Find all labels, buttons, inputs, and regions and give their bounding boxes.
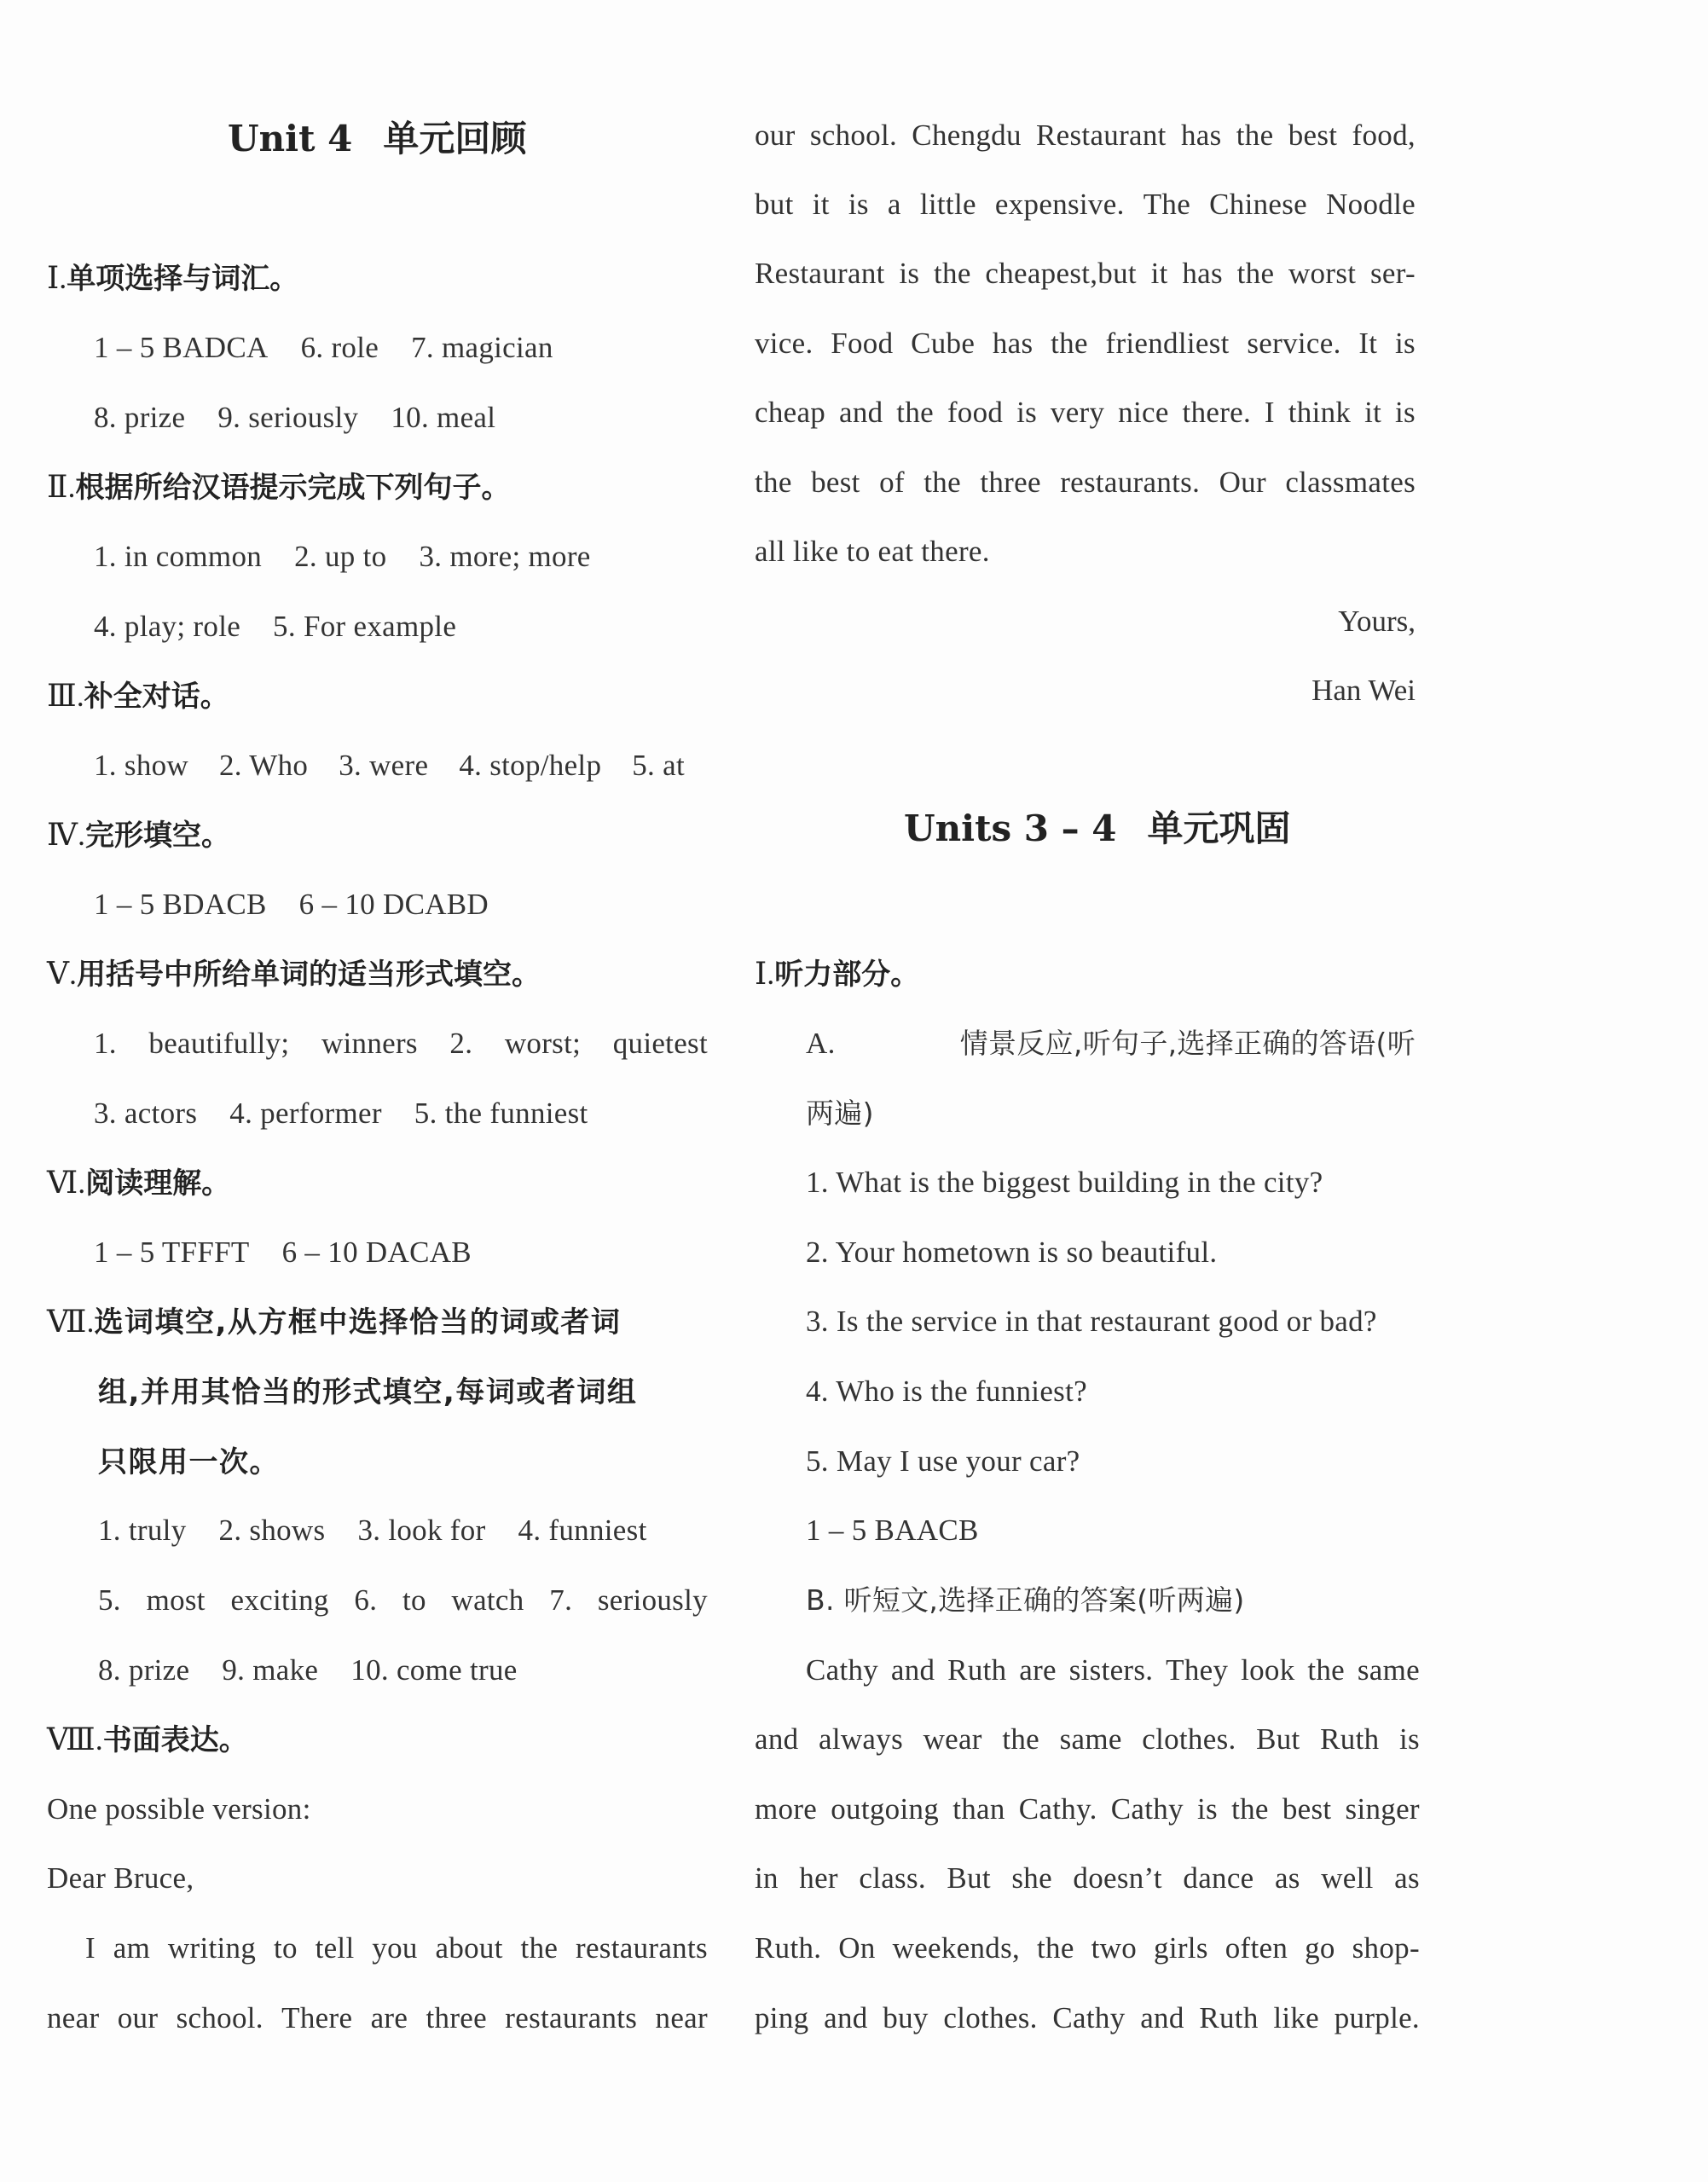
answer-row (94, 886, 489, 923)
answer-row (98, 1582, 708, 1619)
answer-item: 8. prize (94, 401, 186, 434)
word: and (824, 2001, 868, 2034)
word: school. (176, 2001, 263, 2034)
word: Ruth (1199, 2001, 1259, 2034)
word: dance (1183, 1861, 1254, 1895)
version-label (47, 1791, 311, 1828)
answer-item: winners (321, 1027, 418, 1060)
word: always (819, 1722, 903, 1756)
unit4-review-title (228, 117, 526, 161)
word: Chengdu (912, 119, 1022, 152)
word: vice. (755, 327, 813, 360)
section-number: Ⅲ. (47, 679, 84, 713)
word: Cathy. (1018, 1792, 1097, 1826)
question-1 (806, 1164, 1323, 1201)
word: are (370, 2001, 408, 2034)
word: near (47, 2001, 100, 2034)
word: Restaurant (755, 257, 885, 290)
letter-text: all like to eat there. (755, 535, 990, 568)
word: cheapest,but (985, 257, 1137, 290)
word: Restaurant (1036, 119, 1167, 152)
question-text: 3. Is the service in that restaurant good or bad? (806, 1305, 1377, 1338)
word: classmates (1285, 466, 1416, 499)
word: class. (859, 1861, 926, 1895)
question-3 (806, 1303, 1377, 1340)
answer-item: watch (451, 1583, 524, 1617)
body-line (47, 2000, 708, 2037)
word: as (1274, 1861, 1300, 1895)
word: the (1051, 327, 1088, 360)
question-4 (806, 1373, 1087, 1410)
part-instruction: 两遍) (806, 1097, 874, 1130)
answer-item: 1. in common (94, 540, 263, 573)
word: restaurants. (1060, 466, 1201, 499)
answer-item: 1 – 5 BADCA (94, 331, 269, 364)
word: has (992, 327, 1033, 360)
answer-item: 2. Who (219, 749, 309, 782)
word: the (1037, 1931, 1074, 1965)
word: Cathy (806, 1653, 879, 1687)
word: Our (1219, 466, 1266, 499)
word: clothes. (1142, 1722, 1236, 1756)
word: and (890, 1653, 935, 1687)
section-title: 单项选择与词汇。 (67, 262, 299, 296)
word: clothes. (943, 2001, 1038, 2034)
word: Noodle (1326, 188, 1416, 221)
section-number: Ⅰ. (755, 957, 775, 991)
answer-item: 6. role (300, 331, 379, 364)
word: go (1305, 1931, 1335, 1965)
word: restaurants (576, 1931, 708, 1965)
answer-item: seriously (597, 1583, 708, 1617)
passage-line (755, 1791, 1420, 1828)
answer-item: 5. at (632, 749, 686, 782)
word: is (1197, 1792, 1218, 1826)
word: like (1273, 2001, 1320, 2034)
section-title: 阅读理解。 (85, 1166, 231, 1201)
section-4-heading (47, 816, 230, 854)
section-8-heading (47, 1721, 248, 1759)
letter-line (755, 186, 1416, 223)
answer-item: 7. magician (411, 331, 553, 364)
word: has (1182, 257, 1223, 290)
word: are (1019, 1653, 1057, 1687)
word: but (755, 188, 794, 221)
word: look (1241, 1653, 1295, 1687)
word: very (1050, 396, 1105, 429)
word: often (1225, 1931, 1288, 1965)
word: worst (1288, 257, 1357, 290)
letter-closing (1338, 603, 1416, 640)
letter-line (755, 117, 1416, 154)
answer-item: 4. performer (229, 1097, 382, 1130)
word: ser- (1369, 257, 1416, 290)
word: our (117, 2001, 159, 2034)
word: buy (883, 2001, 929, 2034)
word: has (1180, 119, 1222, 152)
word: restaurants (505, 2001, 638, 2034)
section-number: Ⅳ. (47, 818, 85, 852)
section-2-heading (47, 468, 510, 506)
word: wear (923, 1722, 982, 1756)
word: the (1236, 119, 1274, 152)
answer-row (94, 538, 591, 576)
title-unit: Unit 4 (228, 118, 353, 159)
section-title: 组,并用其恰当的形式填空,每词或者词组 (98, 1375, 638, 1409)
answer-item: 6 – 10 DCABD (298, 888, 489, 921)
word: On (838, 1931, 876, 1965)
word: she (1011, 1861, 1052, 1895)
word: about (435, 1931, 503, 1965)
answer-item: worst; (504, 1027, 582, 1060)
word: Cathy (1110, 1792, 1184, 1826)
listening-section-heading (755, 955, 919, 993)
word: shop- (1352, 1931, 1420, 1965)
word: there. (1182, 396, 1252, 429)
section-7-heading (47, 1303, 621, 1341)
answer-row (94, 329, 553, 367)
word: the (896, 396, 934, 429)
question-2 (806, 1234, 1217, 1271)
question-text: 4. Who is the funniest? (806, 1375, 1087, 1408)
body-line (85, 1930, 708, 1967)
word: is (1395, 396, 1416, 429)
answer-row (98, 1652, 518, 1689)
section-number: Ⅷ. (47, 1722, 103, 1757)
word: ping (755, 2001, 809, 2034)
section-title: 完形填空。 (84, 819, 230, 853)
answer-row (94, 1025, 708, 1062)
answer-row (94, 399, 495, 437)
letter-line (755, 464, 1416, 501)
word: three (426, 2001, 487, 2034)
section-title: 只限用一次。 (98, 1445, 280, 1479)
word: same (1059, 1722, 1122, 1756)
answer-item: 6 – 10 DACAB (281, 1236, 472, 1269)
answer-item: 3. look for (357, 1514, 486, 1547)
answer-item: 1. truly (98, 1514, 187, 1547)
answer-item: 4. funniest (518, 1514, 647, 1547)
word: our (755, 119, 796, 152)
word: her (799, 1861, 838, 1895)
units-3-4-consolidation-title (904, 807, 1291, 851)
word: The (1143, 188, 1191, 221)
answer-item: most (146, 1583, 206, 1617)
word: tell (315, 1931, 355, 1965)
word: is (848, 188, 869, 221)
word: than (952, 1792, 1005, 1826)
word: Cube (911, 327, 976, 360)
word: and (1140, 2001, 1184, 2034)
section-title: 用括号中所给单词的适当形式填空。 (77, 958, 541, 992)
word: sisters. (1068, 1653, 1154, 1687)
word: Chinese (1209, 188, 1307, 221)
word: the (923, 466, 961, 499)
salutation-text: Dear Bruce, (47, 1861, 194, 1895)
answer-item: 2. up to (294, 540, 387, 573)
section-7-heading-line2 (98, 1373, 637, 1411)
section-title: 根据所给汉语提示完成下列句子。 (75, 471, 511, 505)
word: They (1166, 1653, 1229, 1687)
title-cn: 单元巩固 (1147, 807, 1291, 849)
answer-item: 8. prize (98, 1653, 190, 1687)
word: the (1002, 1722, 1039, 1756)
section-6-heading (47, 1164, 230, 1202)
answer-item: 1 – 5 BDACB (94, 888, 267, 921)
section-7-heading-line3 (98, 1443, 280, 1481)
letter-signature (1311, 672, 1416, 709)
word: the (520, 1931, 559, 1965)
word: I (85, 1931, 96, 1965)
part-a-line2 (806, 1095, 874, 1132)
word: the (1231, 1792, 1269, 1826)
word: three (980, 466, 1041, 499)
word: singer (1345, 1792, 1420, 1826)
word: expensive. (994, 188, 1125, 221)
word: nice (1118, 396, 1169, 429)
part-instruction: 情景反应,听句子,选择正确的答语(听 (959, 1027, 1416, 1060)
passage-line (806, 1652, 1420, 1689)
word: is (1399, 1722, 1420, 1756)
answer-item: 5. For example (273, 610, 457, 643)
word: It (1358, 327, 1378, 360)
section-title: 书面表达。 (102, 1723, 248, 1757)
answer-item: 1 – 5 TFFFT (94, 1236, 250, 1269)
word: as (1394, 1861, 1420, 1895)
word: the (1307, 1653, 1346, 1687)
word: it (812, 188, 830, 221)
word: Food (831, 327, 894, 360)
answer-item: 5. the funniest (414, 1097, 588, 1130)
word: the (1236, 257, 1275, 290)
word: well (1321, 1861, 1374, 1895)
section-5-heading (47, 955, 541, 993)
passage-line (755, 2000, 1420, 2037)
word: food, (1352, 119, 1416, 152)
answer-item: 4. stop/help (459, 749, 602, 782)
answer-row (94, 608, 456, 645)
word: girls (1154, 1931, 1208, 1965)
answer-item: 1. (94, 1027, 117, 1060)
question-5 (806, 1443, 1080, 1480)
answer-item: 3. actors (94, 1097, 198, 1130)
word: to (273, 1931, 298, 1965)
answer-row (806, 1512, 979, 1549)
word: near (655, 2001, 708, 2034)
letter-line (755, 255, 1416, 292)
word: the (934, 257, 971, 290)
word: more (755, 1792, 818, 1826)
answer-item: exciting (230, 1583, 329, 1617)
answer-row (94, 1234, 472, 1271)
answer-item: 3. were (339, 749, 429, 782)
word: But (1256, 1722, 1300, 1756)
closing-text: Yours, (1338, 605, 1416, 638)
word: you (372, 1931, 418, 1965)
word: food (947, 396, 1004, 429)
word: purple. (1334, 2001, 1420, 2034)
answer-row (94, 747, 685, 784)
word: writing (167, 1931, 257, 1965)
word: best (1288, 119, 1338, 152)
word: Cathy (1052, 2001, 1126, 2034)
word: is (899, 257, 920, 290)
passage-line (755, 1930, 1420, 1967)
section-title: 补全对话。 (84, 680, 229, 714)
section-title: 选词填空,从方框中选择恰当的词或者词 (94, 1305, 622, 1340)
word: best (1282, 1792, 1332, 1826)
section-number: Ⅰ. (47, 261, 67, 295)
word: I (1264, 396, 1275, 429)
section-number: Ⅴ. (47, 957, 77, 991)
word: best (811, 466, 860, 499)
word: am (113, 1931, 151, 1965)
word: in (755, 1861, 779, 1895)
part-b-line (806, 1582, 1245, 1619)
answer-row (94, 1095, 588, 1132)
answer-item: 1 – 5 BAACB (806, 1514, 979, 1547)
word: is (1016, 396, 1038, 429)
word: little (919, 188, 976, 221)
question-text: 1. What is the biggest building in the city? (806, 1166, 1323, 1199)
question-text: 2. Your hometown is so beautiful. (806, 1236, 1218, 1269)
word: it (1150, 257, 1168, 290)
answer-item: 9. make (222, 1653, 319, 1687)
word: friendliest (1105, 327, 1230, 360)
answer-item: 3. more; more (419, 540, 591, 573)
answer-item: 7. (549, 1583, 573, 1617)
section-3-heading (47, 677, 229, 715)
word: same (1357, 1653, 1420, 1687)
answer-item: beautifully; (148, 1027, 290, 1060)
word: the (755, 466, 792, 499)
section-number: Ⅵ. (47, 1166, 86, 1200)
word: cheap (755, 396, 826, 429)
answer-item: 10. meal (391, 401, 496, 434)
part-instruction: B. 听短文,选择正确的答案(听两遍) (806, 1583, 1245, 1617)
part-label: A. (806, 1027, 836, 1060)
answer-row (98, 1512, 647, 1549)
passage-line (755, 1860, 1420, 1897)
title-unit: Units 3 – 4 (904, 807, 1117, 849)
answer-item: 6. (354, 1583, 378, 1617)
word: it (1364, 396, 1382, 429)
word: and (755, 1722, 799, 1756)
word: outgoing (831, 1792, 940, 1826)
word: and (838, 396, 883, 429)
section-1-heading (47, 259, 298, 298)
answer-item: 2. shows (218, 1514, 326, 1547)
word: But (947, 1861, 991, 1895)
passage-line (755, 1721, 1420, 1758)
answer-item: 10. come true (350, 1653, 518, 1687)
word: is (1395, 327, 1416, 360)
answer-item: 9. seriously (217, 401, 359, 434)
letter-line (755, 533, 990, 570)
letter-line (755, 325, 1416, 362)
section-number: Ⅶ. (47, 1305, 95, 1339)
section-title: 听力部分。 (774, 958, 920, 992)
part-a-line (806, 1025, 1416, 1062)
answer-item: 1. show (94, 749, 188, 782)
answer-item: 4. play; role (94, 610, 241, 643)
word: two (1091, 1931, 1138, 1965)
salutation (47, 1860, 194, 1897)
answer-item: 2. (449, 1027, 473, 1060)
word: service. (1247, 327, 1341, 360)
answer-item: to (402, 1583, 426, 1617)
signature-text: Han Wei (1311, 674, 1416, 707)
word: Ruth (1320, 1722, 1380, 1756)
word: weekends, (892, 1931, 1021, 1965)
word: There (281, 2001, 353, 2034)
word: school. (809, 119, 898, 152)
title-cn: 单元回顾 (383, 118, 527, 159)
version-text: One possible version: (47, 1792, 311, 1826)
letter-line (755, 394, 1416, 431)
word: doesn’t (1073, 1861, 1162, 1895)
question-text: 5. May I use your car? (806, 1444, 1080, 1478)
word: Ruth. (755, 1931, 822, 1965)
answer-item: 5. (98, 1583, 121, 1617)
answer-item: quietest (612, 1027, 708, 1060)
section-number: Ⅱ. (47, 470, 76, 504)
word: Ruth (947, 1653, 1007, 1687)
word: a (887, 188, 901, 221)
word: think (1288, 396, 1352, 429)
word: of (879, 466, 905, 499)
